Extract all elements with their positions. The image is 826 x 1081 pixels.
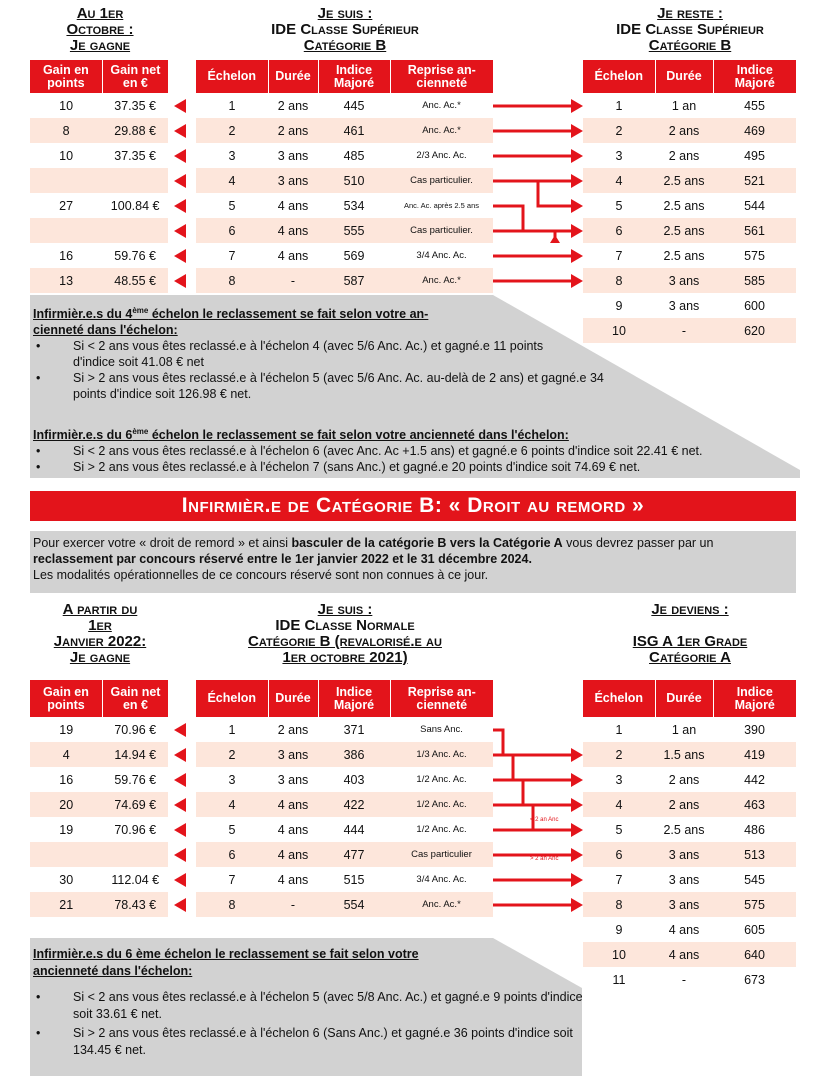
arrow-left-icon [174, 748, 186, 762]
table-row: 10 37.35 € [30, 143, 168, 168]
arrow-left-icon [174, 199, 186, 213]
top-new-grade-table [583, 60, 796, 343]
table-row: 1 1 an 455 [583, 93, 796, 118]
table-row: 2 1.5 ans 419 [583, 742, 796, 767]
table-row: 4 14.94 € [30, 742, 168, 767]
bottom-new-grade-table [583, 680, 796, 992]
table-row: 2 3 ans 386 1/3 Anc. Ac. [196, 742, 493, 767]
arrow-left-icon [174, 274, 186, 288]
col-duree: Durée [268, 680, 318, 717]
table-row [30, 218, 168, 243]
table-row: 9 4 ans 605 [583, 917, 796, 942]
col-reprise: Reprise an-cienneté [390, 60, 493, 93]
arrow-left-icon [174, 124, 186, 138]
bottom-gain-header: A partir du 1er Janvier 2022: Je gagne [53, 601, 147, 666]
table-row: 7 3 ans 545 [583, 867, 796, 892]
top-note-6th-echelon: Infirmièr.e.s du 6ème échelon le reclassement se fait selon votre ancienneté dans l'échelon: • Si < 2 ans vous êtes reclassé.e à l'échelon 6 (avec Anc. Ac +1.5 ans) et gagné.e 6 points d'indice soit 22.41 € net. • Si > 2 ans vous êtes reclassé.e à l'échelon 7 (sans Anc.) et gagné.e 20 points d'indice soit 74.69 € net. [33, 424, 793, 475]
table-row: 1 2 ans 445 Anc. Ac.* [196, 93, 493, 118]
col-duree: Durée [655, 680, 713, 717]
arrow-left-icon [174, 823, 186, 837]
table-row: 7 4 ans 569 3/4 Anc. Ac. [196, 243, 493, 268]
list-item: • Si < 2 ans vous êtes reclassé.e à l'échelon 6 (avec Anc. Ac +1.5 ans) et gagné.e 6 points d'indice soit 22.41 € net. [33, 443, 793, 459]
arrow-left-icon [174, 873, 186, 887]
table-row: 10 4 ans 640 [583, 942, 796, 967]
col-gain-points: Gain en points [30, 60, 102, 93]
table-row: 3 2 ans 442 [583, 767, 796, 792]
bottom-note-6th-echelon: Infirmièr.e.s du 6 ème échelon le reclassement se fait selon votre ancienneté dans l'échelon: • Si < 2 ans vous êtes reclassé.e à l'échelon 5 (avec 5/8 Anc. Ac.) et gagné.e 9 points d'indice soit 33.61 € net. • Si > 2 ans vous êtes reclassé.e à l'échelon 6 (Sans Anc.) et gagné.e 36 points d'indice soit 134.45 € net. [33, 946, 463, 1059]
table-row: 5 4 ans 444 1/2 Anc. Ac. [196, 817, 493, 842]
table-row: 2 2 ans 469 [583, 118, 796, 143]
table-row: 8 - 554 Anc. Ac.* [196, 892, 493, 917]
table-row: 1 1 an 390 [583, 717, 796, 742]
top-current-grade-table [196, 60, 493, 293]
arrow-left-icon [174, 848, 186, 862]
table-row: 5 4 ans 534 Anc. Ac. après 2.5 ans [196, 193, 493, 218]
table-row: 3 3 ans 403 1/2 Anc. Ac. [196, 767, 493, 792]
table-row: 11 - 673 [583, 967, 796, 992]
col-indice: Indice Majoré [713, 60, 796, 93]
col-echelon: Échelon [583, 60, 655, 93]
section-banner: Infirmièr.e de Catégorie B: « Droit au remord » [30, 491, 796, 521]
arrow-left-icon [174, 149, 186, 163]
table-row: 2 2 ans 461 Anc. Ac.* [196, 118, 493, 143]
table-row: 9 3 ans 600 [583, 293, 796, 318]
col-gain-net: Gain net en € [102, 60, 168, 93]
col-duree: Durée [268, 60, 318, 93]
table-row: 7 4 ans 515 3/4 Anc. Ac. [196, 867, 493, 892]
table-row: 13 48.55 € [30, 268, 168, 293]
top-right-header: Je reste : IDE Classe Supérieur Catégorie B [616, 5, 764, 54]
table-row [30, 168, 168, 193]
table-row: 8 3 ans 575 [583, 892, 796, 917]
table-row: 21 78.43 € [30, 892, 168, 917]
table-row: 3 2 ans 495 [583, 143, 796, 168]
bottom-gain-table [30, 680, 168, 917]
col-duree: Durée [655, 60, 713, 93]
col-indice: Indice Majoré [713, 680, 796, 717]
table-row: 7 2.5 ans 575 [583, 243, 796, 268]
table-row: 1 2 ans 371 Sans Anc. [196, 717, 493, 742]
arrow-left-icon [174, 224, 186, 238]
top-gain-table [30, 60, 168, 293]
table-row: 4 2 ans 463 [583, 792, 796, 817]
table-row: 4 3 ans 510 Cas particulier. [196, 168, 493, 193]
table-row: 8 - 587 Anc. Ac.* [196, 268, 493, 293]
table-row: 6 2.5 ans 561 [583, 218, 796, 243]
arrow-left-icon [174, 798, 186, 812]
table-row: 3 3 ans 485 2/3 Anc. Ac. [196, 143, 493, 168]
col-echelon: Échelon [196, 680, 268, 717]
list-item: • Si > 2 ans vous êtes reclassé.e à l'échelon 7 (sans Anc.) et gagné.e 20 points d'indice soit 74.69 € net. [33, 459, 793, 475]
table-row: 5 2.5 ans 544 [583, 193, 796, 218]
col-gain-points: Gain en points [30, 680, 102, 717]
table-row: 4 2.5 ans 521 [583, 168, 796, 193]
arrow-left-icon [174, 773, 186, 787]
table-row: 19 70.96 € [30, 717, 168, 742]
col-echelon: Échelon [196, 60, 268, 93]
bottom-current-grade-table [196, 680, 493, 917]
top-reclassification-arrows [493, 93, 585, 293]
table-row: 5 2.5 ans 486 [583, 817, 796, 842]
table-row: 20 74.69 € [30, 792, 168, 817]
table-row: 4 4 ans 422 1/2 Anc. Ac. [196, 792, 493, 817]
table-row: 27 100.84 € [30, 193, 168, 218]
intro-text: Pour exercer votre « droit de remord » et ainsi basculer de la catégorie B vers la Catégorie A vous devrez passer par un reclassement par concours réservé entre le 1er janvier 2022 et le 31 décembre 2024. Les modalités opérationnelles de ce concours réservé sont non connues à ce jour. [30, 531, 796, 593]
table-row: 16 59.76 € [30, 767, 168, 792]
table-row: 6 4 ans 555 Cas particulier. [196, 218, 493, 243]
table-row [30, 842, 168, 867]
arrow-label-gt: > 2 an Anc [530, 856, 559, 862]
table-row: 8 3 ans 585 [583, 268, 796, 293]
col-indice: Indice Majoré [318, 60, 390, 93]
top-gain-header: Au 1er Octobre : Je gagne [66, 5, 134, 54]
col-gain-net: Gain net en € [102, 680, 168, 717]
arrow-left-icon [174, 174, 186, 188]
table-row: 10 37.35 € [30, 93, 168, 118]
bottom-middle-header: Je suis : IDE Classe Normale Catégorie B (revalorisé.e au 1er octobre 2021) [248, 601, 442, 666]
arrow-label-lt: < 2 an Anc [530, 817, 559, 823]
table-row: 10 - 620 [583, 318, 796, 343]
top-middle-header: Je suis : IDE Classe Supérieur Catégorie B [271, 5, 419, 54]
col-indice: Indice Majoré [318, 680, 390, 717]
list-item: • Si > 2 ans vous êtes reclassé.e à l'échelon 6 (Sans Anc.) et gagné.e 36 points d'indice soit 134.45 € net. [33, 1025, 593, 1059]
list-item: • Si > 2 ans vous êtes reclassé.e à l'échelon 5 (avec 5/6 Anc. Ac. au-delà de 2 ans) et gagné.e 34 points d'indice soit 126.98 € net. [33, 370, 633, 402]
bottom-right-header: Je deviens : ISG A 1er Grade Catégorie A [632, 601, 748, 666]
table-row: 8 29.88 € [30, 118, 168, 143]
arrow-left-icon [174, 99, 186, 113]
list-item: • Si < 2 ans vous êtes reclassé.e à l'échelon 5 (avec 5/8 Anc. Ac.) et gagné.e 9 points d'indice soit 33.61 € net. [33, 989, 593, 1023]
table-row: 19 70.96 € [30, 817, 168, 842]
list-item: • Si < 2 ans vous êtes reclassé.e à l'échelon 4 (avec 5/6 Anc. Ac.) et gagné.e 11 points d'indice soit 41.08 € net [33, 338, 573, 370]
top-note-4th-echelon: Infirmièr.e.s du 4ème échelon le reclassement se fait selon votre an-cienneté dans l'échelon: • Si < 2 ans vous êtes reclassé.e à l'échelon 4 (avec 5/6 Anc. Ac.) et gagné.e 11 points d'indice soit 41.08 € net • Si > 2 ans vous êtes reclassé.e à l'échelon 5 (avec 5/6 Anc. Ac. au-delà de 2 ans) et gagné.e 34 points d'indice soit 126.98 € net. [33, 303, 473, 402]
table-row: 6 3 ans 513 [583, 842, 796, 867]
col-echelon: Échelon [583, 680, 655, 717]
arrow-left-icon [174, 249, 186, 263]
table-row: 16 59.76 € [30, 243, 168, 268]
arrow-left-icon [174, 898, 186, 912]
table-row: 30 112.04 € [30, 867, 168, 892]
arrow-left-icon [174, 723, 186, 737]
col-reprise: Reprise an-cienneté [390, 680, 493, 717]
table-row: 6 4 ans 477 Cas particulier [196, 842, 493, 867]
